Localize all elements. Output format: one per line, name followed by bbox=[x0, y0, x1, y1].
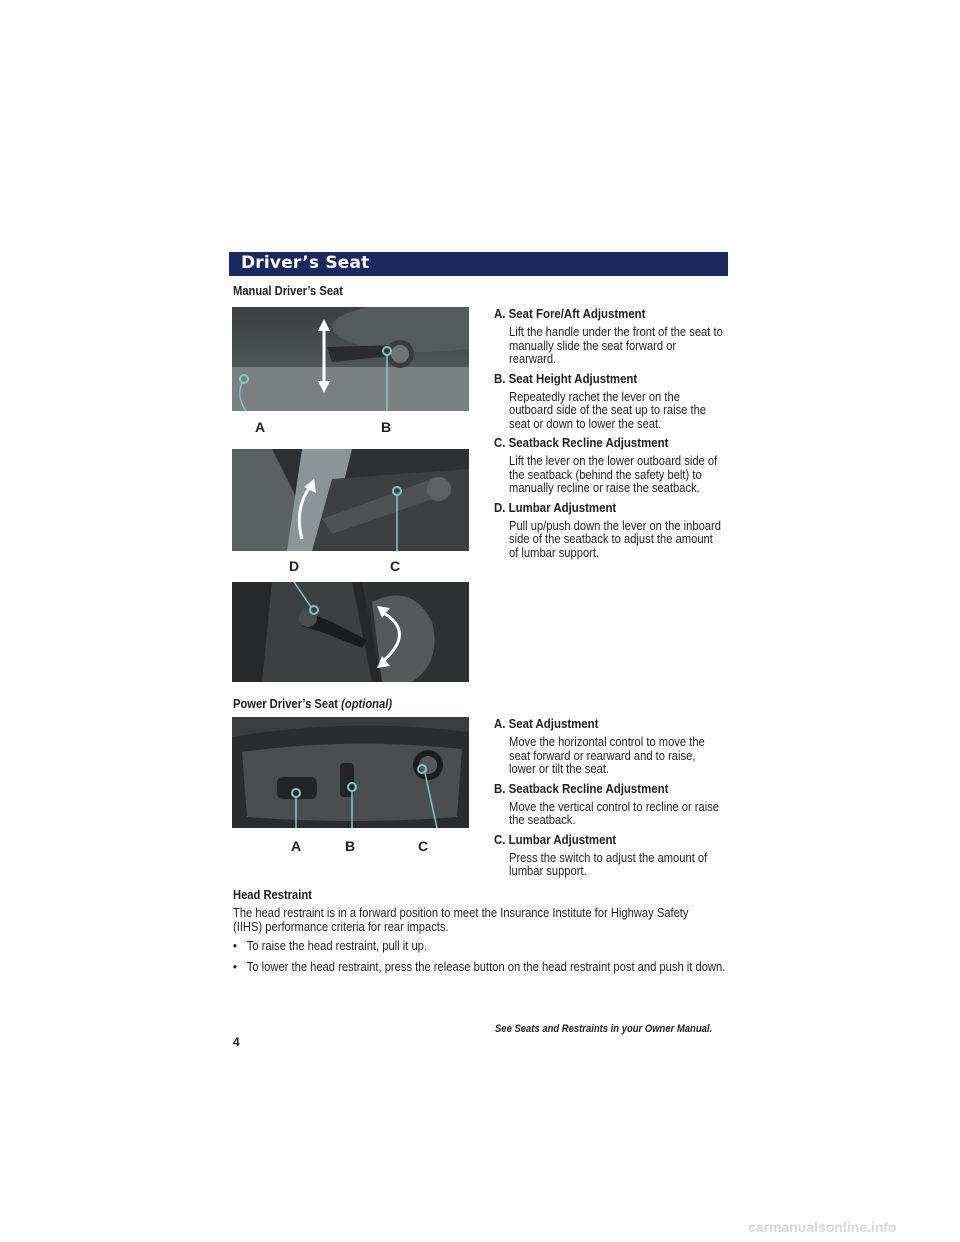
power-item-b bbox=[494, 781, 734, 827]
item-title: A. Seat Fore/Aft Adjustment bbox=[494, 306, 646, 321]
head-restraint-bullet-2 bbox=[233, 960, 733, 974]
item-body: Move the horizontal control to move the seat forward or rearward and to raise, lower or tilt the seat. bbox=[509, 734, 705, 776]
bullet-dot: • bbox=[233, 959, 237, 974]
photo-seat-fore-aft-height bbox=[232, 307, 469, 411]
head-restraint-heading: Head Restraint bbox=[233, 887, 312, 902]
item-body: Pull up/push down the lever on the inboard side of the seatback to adjust the amount of lumbar support. bbox=[509, 517, 721, 560]
photo4-label-b: B bbox=[345, 838, 356, 854]
photo-lumbar bbox=[232, 582, 469, 682]
photo4-label-c: C bbox=[418, 838, 429, 854]
bullet-text: To lower the head restraint, press the release button on the head restraint post and push it down. bbox=[246, 959, 726, 974]
owner-manual-reference: See Seats and Restraints in your Owner Manual. bbox=[495, 1023, 713, 1035]
photo2-label-d: D bbox=[289, 558, 300, 574]
watermark: carmanualsonline.info bbox=[748, 1219, 897, 1235]
page-number: 4 bbox=[233, 1035, 240, 1049]
item-title: A. Seat Adjustment bbox=[494, 716, 599, 731]
manual-seat-heading: Manual Driver’s Seat bbox=[233, 283, 343, 298]
bullet-dot: • bbox=[233, 938, 237, 953]
power-item-a bbox=[494, 716, 734, 776]
manual-item-d bbox=[494, 500, 734, 560]
item-body: Lift the handle under the front of the seat to manually slide the seat forward or rearward. bbox=[509, 324, 723, 366]
item-body: Repeatedly rachet the lever on the outboard side of the seat up to raise the seat or down to lower the seat. bbox=[509, 388, 707, 431]
item-title: C. Lumbar Adjustment bbox=[494, 831, 617, 847]
photo2-label-c: C bbox=[390, 558, 401, 574]
photo-seatback-recline bbox=[232, 449, 469, 551]
item-title: C. Seatback Recline Adjustment bbox=[494, 435, 669, 450]
manual-item-b bbox=[494, 371, 734, 431]
power-seat-items bbox=[494, 716, 734, 878]
manual-item-a bbox=[494, 306, 734, 366]
item-title: B. Seat Height Adjustment bbox=[494, 370, 638, 386]
section-title: Driver’s Seat bbox=[241, 253, 370, 273]
item-body: Lift the lever on the lower outboard side of the seatback (behind the safety belt) to manually recline or raise the seatback. bbox=[509, 453, 718, 495]
item-title: B. Seatback Recline Adjustment bbox=[494, 780, 669, 796]
manual-seat-items bbox=[494, 306, 734, 559]
head-restraint-text: The head restraint is in a forward position to meet the Insurance Institute for Highway Safety (IIHS) performance criteria for rear impacts. bbox=[233, 905, 689, 934]
item-body: Move the vertical control to recline or raise the seatback. bbox=[509, 798, 720, 827]
item-title: D. Lumbar Adjustment bbox=[494, 499, 617, 515]
bullet-text: To raise the head restraint, pull it up. bbox=[246, 938, 427, 953]
power-seat-optional: (optional) bbox=[341, 696, 393, 711]
manual-item-c bbox=[494, 435, 734, 495]
power-item-c bbox=[494, 832, 734, 878]
photo1-label-b: B bbox=[381, 419, 392, 435]
head-restraint-bullet-1 bbox=[233, 939, 733, 953]
section-banner bbox=[229, 252, 728, 276]
item-body: Press the switch to adjust the amount of lumbar support. bbox=[509, 849, 708, 878]
photo-power-seat-controls bbox=[232, 717, 469, 828]
power-seat-title: Power Driver’s Seat bbox=[233, 696, 339, 711]
power-seat-heading bbox=[233, 696, 392, 711]
photo1-label-a: A bbox=[255, 419, 266, 435]
photo4-label-a: A bbox=[291, 838, 302, 854]
